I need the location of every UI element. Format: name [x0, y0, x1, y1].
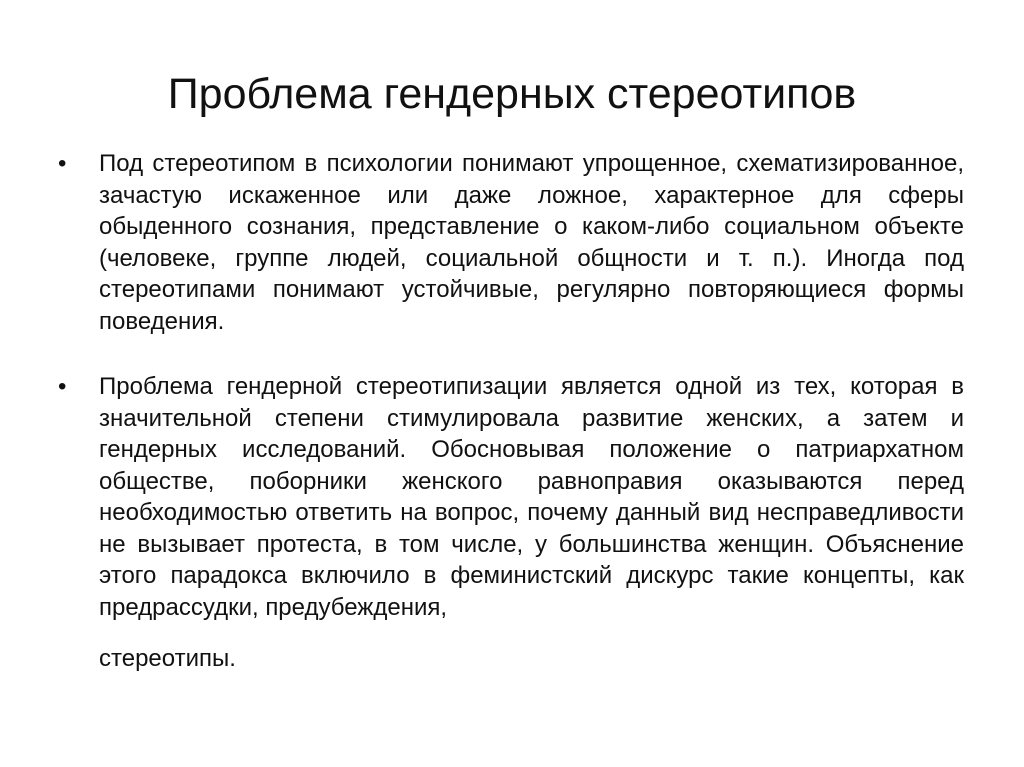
bullet-list — [58, 148, 964, 675]
bullet-marker: • — [58, 373, 67, 400]
bullet-marker: • — [58, 150, 67, 177]
bullet-text: Проблема гендерной стереотипизации является одной из тех, которая в значительной степени стимулировала развитие женских, а затем и гендерных исследований. Обосновывая положение о патриархатном обществе, поборники женского равноправия оказываются перед необходимостью ответить на вопрос, почему данный вид несправедливости не вызывает протеста, в том числе, у большинства женщин. Объяснение этого парадокса включило в феминистский дискурс такие концепты, как предрассудки, предубеждения, — [99, 373, 964, 621]
bullet-text-tail: стереотипы. — [99, 645, 236, 672]
slide-title: Проблема гендерных стереотипов — [167, 70, 857, 118]
bullet-item — [58, 371, 964, 675]
bullet-text: Под стереотипом в психологии понимают упрощенное, схематизированное, зачастую искаженное или даже ложное, характерное для сферы обыденного сознания, представление о каком-либо социальном объекте (человеке, группе людей, социальной общности и т. п.). Иногда под стереотипами понимают устойчивые, регулярно повторяющиеся формы поведения. — [99, 150, 964, 335]
bullet-item — [58, 148, 964, 337]
